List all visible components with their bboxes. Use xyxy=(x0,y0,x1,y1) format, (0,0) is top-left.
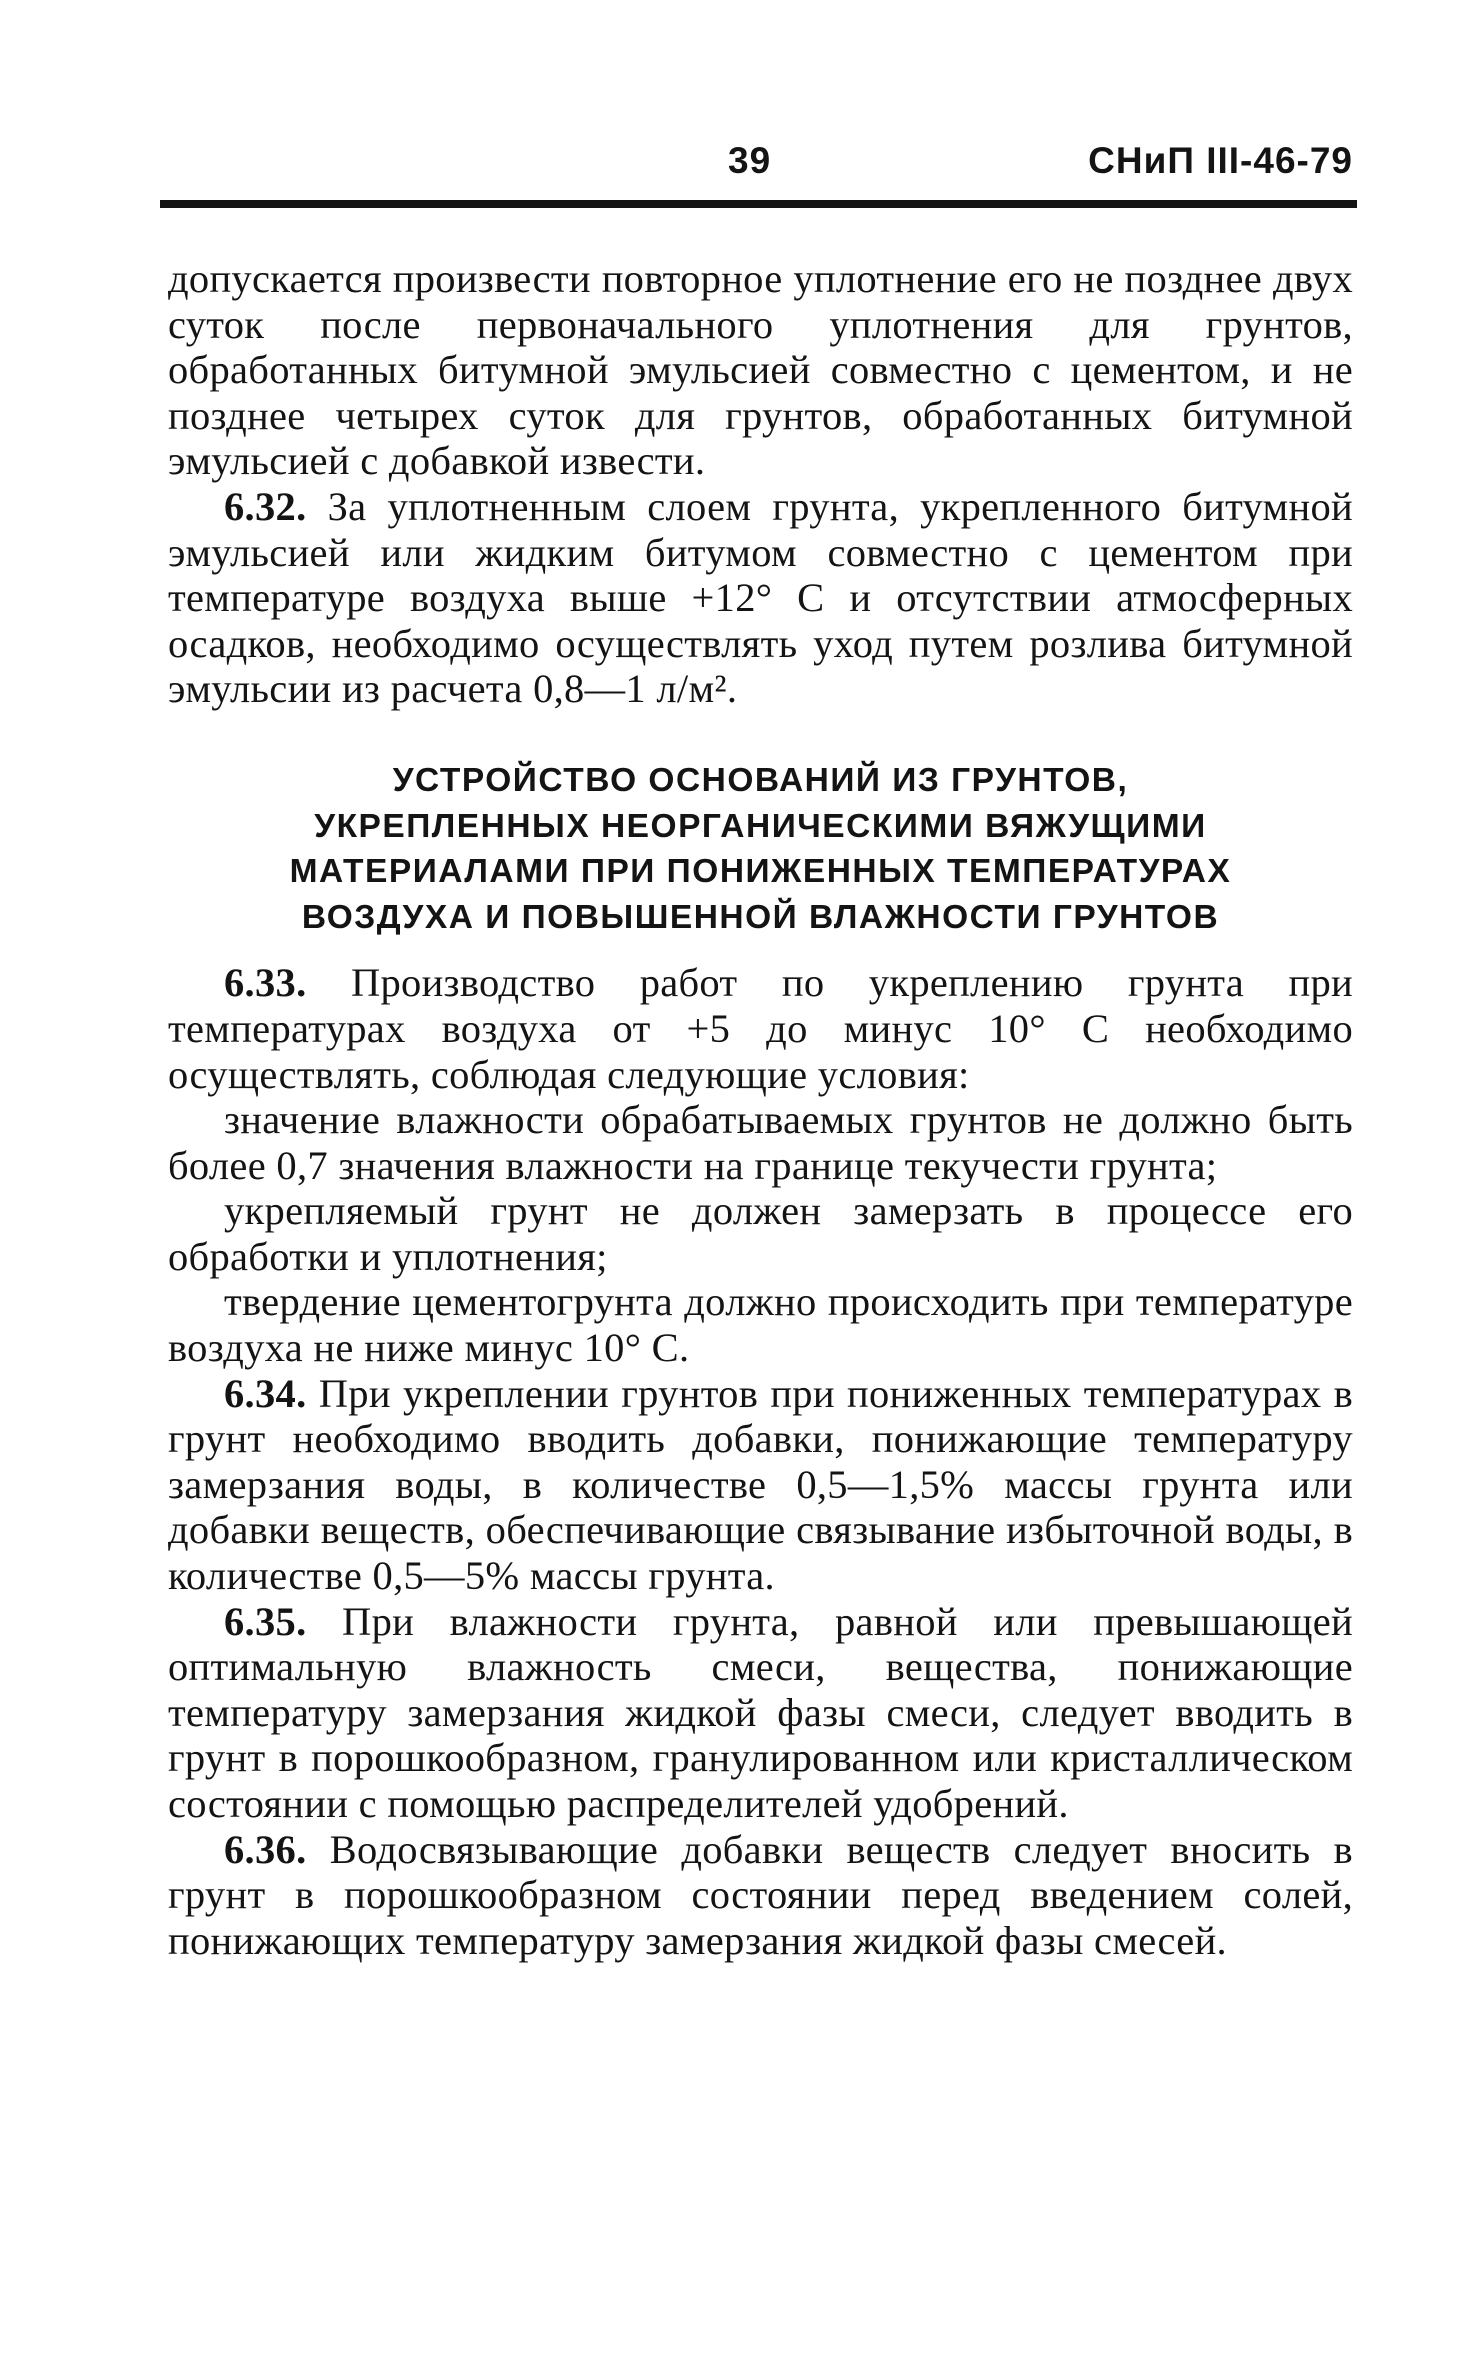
paragraph-6-32 xyxy=(168,484,1353,712)
paragraph-text: Производство работ по укреплению грунта при температурах воздуха от +5 до минус 10° С необходимо осуществлять, соблюдая следующие условия: xyxy=(168,960,1353,1097)
paragraph-number: 6.34. xyxy=(224,1370,307,1416)
header-divider xyxy=(160,200,1357,208)
condition-item: твердение цементогрунта должно происходить при температуре воздуха не ниже минус 10° С. xyxy=(168,1279,1353,1371)
section-heading xyxy=(168,758,1353,940)
paragraph-number: 6.32. xyxy=(224,483,307,529)
document-code: СНиП III-46-79 xyxy=(1088,140,1353,181)
paragraph-text: Водосвязывающие добавки веществ следует вносить в грунт в порошкообразном состоянии перед введением солей, понижающих температуру замерзания жидкой фазы смесей. xyxy=(168,1826,1353,1963)
intro-paragraph: допускается произвести повторное уплотнение его не позднее двух суток после первоначального уплотнения для грунтов, обработанных битумной эмульсией совместно с цементом, и не позднее четырех суток для грунтов, обработанных битумной эмульсией с добавкой извести. xyxy=(168,256,1353,484)
paragraph-6-35 xyxy=(168,1599,1353,1827)
section-heading-line: ВОЗДУХА И ПОВЫШЕННОЙ ВЛАЖНОСТИ ГРУНТОВ xyxy=(301,898,1220,936)
section-heading-line: УКРЕПЛЕННЫХ НЕОРГАНИЧЕСКИМИ ВЯЖУЩИМИ xyxy=(314,807,1207,845)
page-header xyxy=(168,140,1353,188)
paragraph-text: При влажности грунта, равной или превышающей оптимальную влажность смеси, вещества, понижающие температуру замерзания жидкой фазы смеси, следует вводить в грунт в порошкообразном, гранулированном или кристаллическом состоянии с помощью распределителей удобрений. xyxy=(168,1598,1353,1826)
paragraph-number: 6.33. xyxy=(224,960,307,1006)
page-number: 39 xyxy=(728,140,772,181)
section-heading-line: УСТРОЙСТВО ОСНОВАНИЙ ИЗ ГРУНТОВ, xyxy=(392,761,1129,799)
paragraph-number: 6.35. xyxy=(224,1598,307,1644)
page-body xyxy=(168,256,1353,1963)
condition-item: укрепляемый грунт не должен замерзать в процессе его обработки и уплотнения; xyxy=(168,1188,1353,1279)
paragraph-6-34 xyxy=(168,1371,1353,1599)
paragraph-6-33 xyxy=(168,960,1353,1097)
paragraph-number: 6.36. xyxy=(224,1826,307,1872)
section-heading-line: МАТЕРИАЛАМИ ПРИ ПОНИЖЕННЫХ ТЕМПЕРАТУРАХ xyxy=(289,853,1232,891)
paragraph-text: При укреплении грунтов при пониженных температурах в грунт необходимо вводить добавки, понижающие температуру замерзания воды, в количестве 0,5—1,5% массы грунта или добавки веществ, обеспечивающие связывание избыточной воды, в количестве 0,5—5% массы грунта. xyxy=(168,1370,1353,1599)
paragraph-text: За уплотненным слоем грунта, укрепленного битумной эмульсией или жидким битумом совместно с цементом при температуре воздуха выше +12° С и отсутствии атмосферных осадков, необходимо осуществлять уход путем розлива битумной эмульсии из расчета 0,8—1 л/м². xyxy=(168,483,1353,712)
paragraph-6-36 xyxy=(168,1827,1353,1964)
condition-item: значение влажности обрабатываемых грунтов не должно быть более 0,7 значения влажности на границе текучести грунта; xyxy=(168,1097,1353,1188)
